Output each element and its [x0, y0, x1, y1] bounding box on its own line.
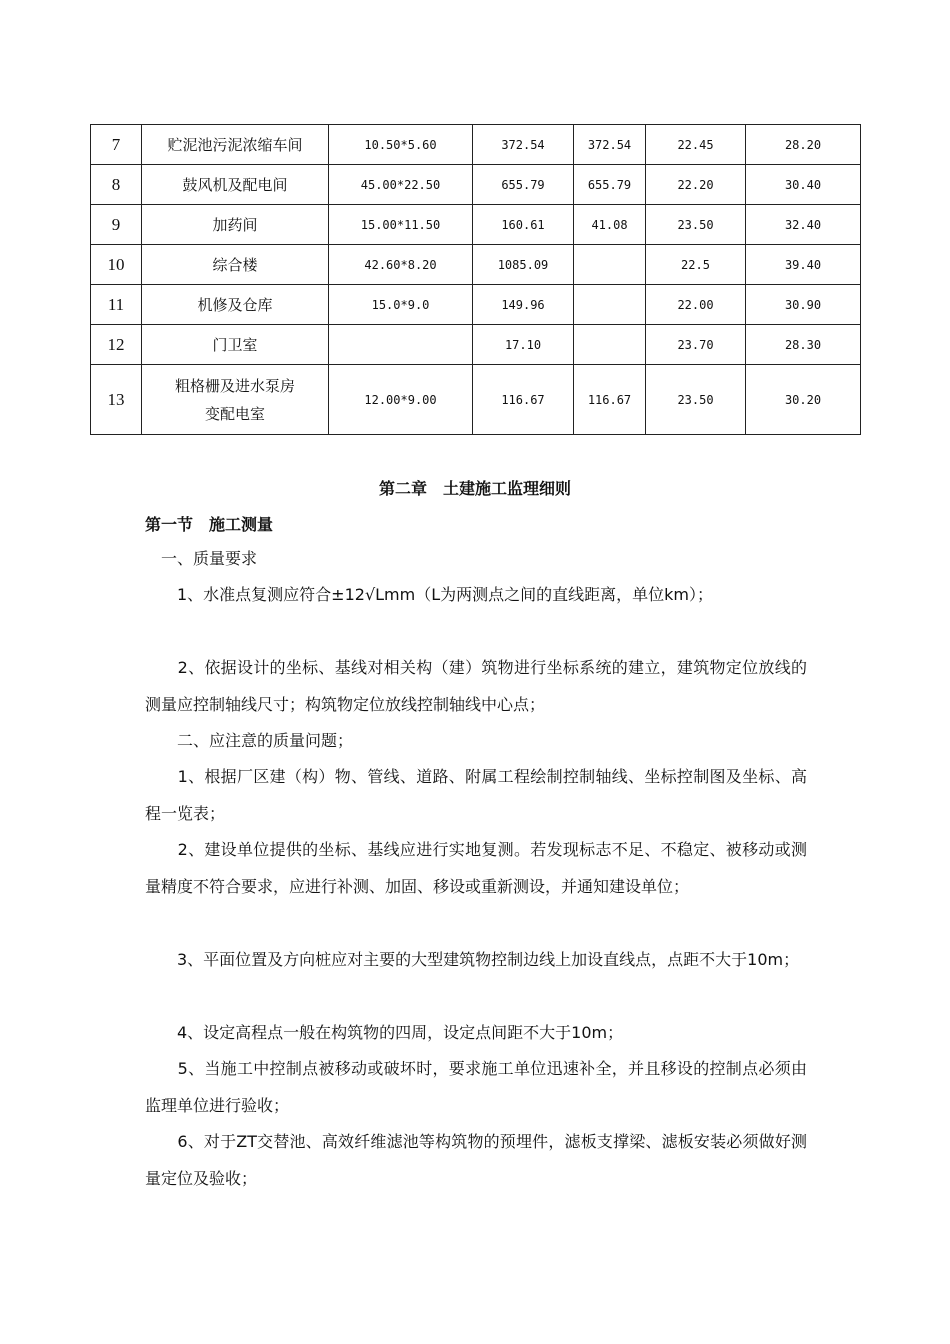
cell-elevation-2: 28.20 — [746, 125, 861, 165]
cell-dimensions: 42.60*8.20 — [329, 245, 473, 285]
cell-elevation-1: 22.00 — [646, 285, 746, 325]
paragraph-issue-5: 5、当施工中控制点被移动或破坏时，要求施工单位迅速补全，并且移设的控制点必须由监理单位进行验收； — [145, 1059, 807, 1115]
building-name-line: 门卫室 — [212, 335, 258, 354]
cell-building-name — [142, 325, 329, 365]
cell-row-number: 11 — [91, 285, 142, 325]
cell-dimensions: 15.00*11.50 — [329, 205, 473, 245]
cell-area-1: 17.10 — [473, 325, 574, 365]
cell-row-number: 13 — [91, 365, 142, 435]
paragraph-issue-6: 6、对于ZT交替池、高效纤维滤池等构筑物的预埋件，滤板支撑梁、滤板安装必须做好测量定位及验收； — [145, 1132, 807, 1188]
cell-elevation-1: 22.20 — [646, 165, 746, 205]
cell-area-2: 372.54 — [574, 125, 646, 165]
cell-area-2 — [574, 285, 646, 325]
paragraph-quality-requirements: 一、质量要求 — [145, 549, 258, 568]
table-row — [91, 325, 861, 365]
cell-dimensions: 45.00*22.50 — [329, 165, 473, 205]
cell-dimensions: 10.50*5.60 — [329, 125, 473, 165]
cell-dimensions: 12.00*9.00 — [329, 365, 473, 435]
cell-row-number: 8 — [91, 165, 142, 205]
building-name-line: 机修及仓库 — [197, 295, 273, 314]
table-row — [91, 285, 861, 325]
cell-elevation-2: 30.40 — [746, 165, 861, 205]
cell-row-number: 10 — [91, 245, 142, 285]
structure-table — [90, 124, 861, 435]
cell-area-1: 372.54 — [473, 125, 574, 165]
table-body — [91, 125, 861, 435]
section-title: 第一节 施工测量 — [145, 515, 274, 534]
cell-elevation-1: 23.70 — [646, 325, 746, 365]
table-row — [91, 125, 861, 165]
table-row — [91, 205, 861, 245]
paragraph-issue-1: 1、根据厂区建（构）物、管线、道路、附属工程绘制控制轴线、坐标控制图及坐标、高程一览表； — [145, 767, 807, 823]
paragraph-issue-3: 3、平面位置及方向桩应对主要的大型建筑物控制边线上加设直线点，点距不大于10m； — [145, 950, 800, 969]
cell-area-2 — [574, 325, 646, 365]
cell-row-number: 9 — [91, 205, 142, 245]
table-row — [91, 165, 861, 205]
cell-area-1: 1085.09 — [473, 245, 574, 285]
cell-elevation-2: 30.90 — [746, 285, 861, 325]
building-name-line: 综合楼 — [212, 255, 258, 274]
paragraph-quality-issues: 二、应注意的质量问题； — [145, 731, 354, 750]
cell-dimensions — [329, 325, 473, 365]
paragraph-issue-2: 2、建设单位提供的坐标、基线应进行实地复测。若发现标志不足、不稳定、被移动或测量精度不符合要求，应进行补测、加固、移设或重新测设，并通知建设单位； — [145, 840, 807, 896]
paragraph-item-1: 1、水准点复测应符合±12√Lmm（L为两测点之间的直线距离，单位km）； — [145, 585, 713, 604]
cell-elevation-1: 22.5 — [646, 245, 746, 285]
table-row — [91, 245, 861, 285]
building-name-line: 加药间 — [212, 215, 258, 234]
cell-row-number: 12 — [91, 325, 142, 365]
chapter-title: 第二章 土建施工监理细则 — [378, 479, 571, 498]
cell-building-name — [142, 125, 329, 165]
cell-building-name — [142, 245, 329, 285]
paragraph-issue-4: 4、设定高程点一般在构筑物的四周，设定点间距不大于10m； — [145, 1023, 624, 1042]
building-name-line: 鼓风机及配电间 — [182, 175, 288, 194]
cell-row-number: 7 — [91, 125, 142, 165]
cell-area-1: 116.67 — [473, 365, 574, 435]
cell-elevation-2: 32.40 — [746, 205, 861, 245]
cell-area-1: 160.61 — [473, 205, 574, 245]
cell-area-2: 116.67 — [574, 365, 646, 435]
cell-elevation-1: 23.50 — [646, 205, 746, 245]
cell-elevation-2: 39.40 — [746, 245, 861, 285]
paragraph-item-2: 2、依据设计的坐标、基线对相关构（建）筑物进行坐标系统的建立，建筑物定位放线的测量应控制轴线尺寸；构筑物定位放线控制轴线中心点； — [145, 658, 807, 714]
cell-elevation-2: 30.20 — [746, 365, 861, 435]
cell-elevation-1: 22.45 — [646, 125, 746, 165]
cell-building-name — [142, 205, 329, 245]
table-row — [91, 365, 861, 435]
cell-dimensions: 15.0*9.0 — [329, 285, 473, 325]
building-name-line: 变配电室 — [204, 404, 265, 423]
cell-building-name — [142, 365, 329, 435]
cell-area-2 — [574, 245, 646, 285]
cell-building-name — [142, 285, 329, 325]
cell-area-1: 149.96 — [473, 285, 574, 325]
cell-area-1: 655.79 — [473, 165, 574, 205]
building-name-line: 粗格栅及进水泵房 — [174, 376, 295, 395]
cell-elevation-2: 28.30 — [746, 325, 861, 365]
cell-area-2: 655.79 — [574, 165, 646, 205]
cell-elevation-1: 23.50 — [646, 365, 746, 435]
cell-building-name — [142, 165, 329, 205]
building-name-line: 贮泥池污泥浓缩车间 — [167, 135, 303, 154]
cell-area-2: 41.08 — [574, 205, 646, 245]
